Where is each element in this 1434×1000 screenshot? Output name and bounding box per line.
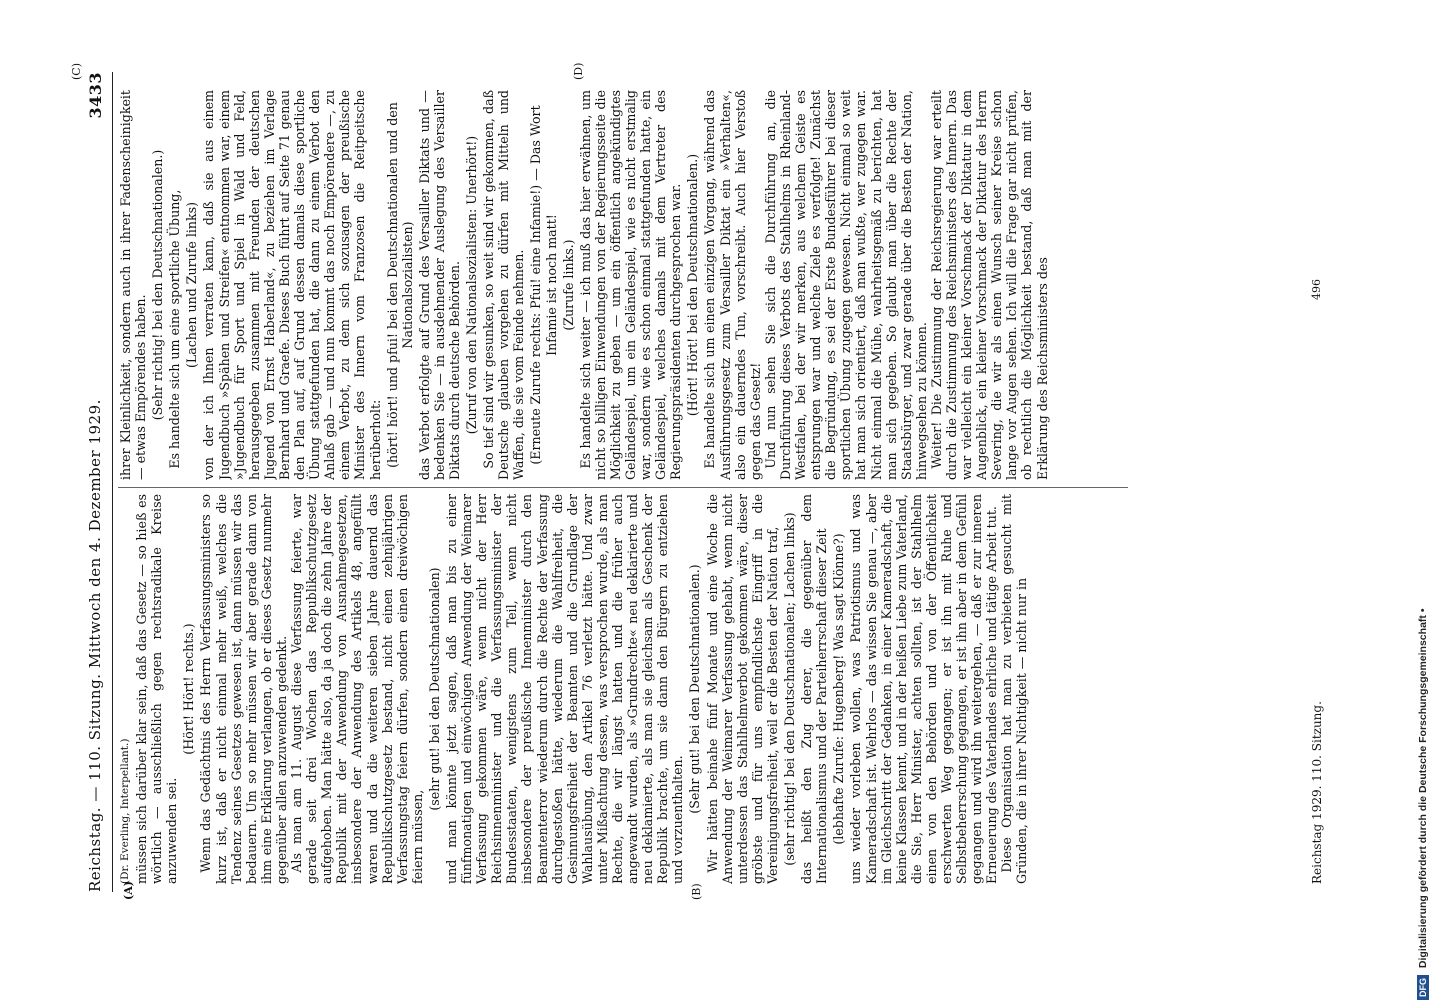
- interjection: (hört! hört! und pfui! bei den Deutschnationalen und den Nationalsozialisten): [384, 102, 415, 468]
- speaker-tag: (Dr. Everling, Interpellant.): [119, 738, 131, 884]
- paragraph: So tief sind wir gesunken, so weit sind wir gekommen, daß Deutsche glauben vorgehen zu dürfen mit Mitteln und Waffen, die sie vom Feinde nehmen.: [481, 90, 527, 480]
- paragraph: müssen sich darüber klar sein, daß das Gesetz — so hieß es wörtlich — ausschließlich gegen rechtsradikale Kreise anzuwenden sei.: [134, 494, 180, 884]
- interjection: (sehr gut! bei den Deutschnationalen): [426, 567, 442, 811]
- paragraph: Und nun sehen Sie sich die Durchführung an, die Durchführung dieses Verbots des Stahlhelms in Rheinland-Westfalen, bei der wir merken, aus welchem Geiste es entsprungen war und welche Ziele es verfolgte! Zunächst die Begründung, es sei der Erste Bundesführer bei dieser sportlichen Übung zugegen gewesen. Nicht einmal so weit hat man sich orientiert, daß man wußte, wer zugegen war. Nicht einmal die Mühe, wahrheitsgemäß zu berichten, hat man sich gegeben. So glaubt man über die Rechte der Staatsbürger, und zwar gerade über die Besten der Nation, hinwegsehen zu können.: [762, 90, 929, 480]
- margin-mark-c: (C): [70, 63, 83, 80]
- paragraph: ihrer Kleinlichkeit, sondern auch in ihrer Fadenscheinigkeit — etwas Empörendes haben.: [118, 90, 149, 480]
- paragraph: und man könnte jetzt sagen, daß man bis zu einer fünfmonatigen und einwöchigen Anwendung der Weimarer Verfassung gekommen wäre, wenn nicht der Herr Reichsinnenminister und die Verfassungsminister der Bundesstaaten, wenigstens zum Teil, wenn nicht insbesondere der preußische Innenminister durch den Beamtenterror wiederum durch die Rechte der Verfassung durchgestoßen hätte, wiederum die Wahlfreiheit, die Gesinnungsfreiheit der Beamten und die Grundlage der Wahlausübung, den Artikel 76 verletzt hätte. Und zwar unter Mißachtung dessen, was versprochen wurde, als man Rechte, die wir längst hatten und die früher auch angewandt wurden, als »Grundrechte« neu deklarierte und neu deklamierte, als man sie gleichsam als Geschenk der Republik brachte, um sie dann den Bürgern zu entziehen und vorzuenthalten.: [443, 494, 686, 884]
- paragraph: das heißt den Zug derer, die gegenüber dem Internationalismus und der Parteiherrschaft dieser Zeit: [799, 494, 830, 884]
- left-text-column: [118, 494, 1298, 884]
- interjection: (Hört! Hört! rechts.): [181, 623, 197, 755]
- interjection: (Erneute Zurufe rechts: Pfui! eine Infamie!) — Das Wort Infamie ist noch matt!: [528, 105, 559, 465]
- paragraph: Wir hätten beinahe fünf Monate und eine Woche die Anwendung der Weimarer Verfassung gehabt, wenn nicht unterdessen das Stahlhelmverbot gekommen wäre, dieser gröbste und für uns empfindlichste Eingriff in die Vereinigungsfreiheit, weil er die Besten der Nation traf,: [704, 494, 780, 884]
- dfg-logo: DFG: [1417, 975, 1429, 1000]
- interjection: (Lachen und Zurufe links): [184, 201, 200, 369]
- interjection: (Hört! Hört! bei den Deutschnationalen.): [685, 153, 701, 417]
- page-footer: Reichstag 1929. 110. Sitzung.: [1310, 701, 1324, 884]
- margin-mark-b: (B): [690, 883, 703, 900]
- paragraph: Es handelte sich um eine sportliche Übung,: [167, 189, 183, 469]
- interjection: (Sehr richtig! bei den Deutschnationalen.): [150, 149, 166, 421]
- column-divider: [118, 487, 1128, 488]
- paragraph: Als man am 11. August diese Verfassung feierte, war gerade seit drei Wochen das Republikschutzgesetz aufgehoben. Man hätte also, da ja doch die zehn Jahre der Republik mit der Anwendung von Ausnahmegesetzen, insbesondere der Anwendung des Artikels 48, angefüllt waren und da die weiteren sieben Jahre dauernd das Republikschutzgesetz bestand, nicht einen zehnjährigen Verfassungstag feiern dürfen, sondern einen dreiwöchigen feiern müssen,: [289, 494, 425, 884]
- margin-mark-d: (D): [572, 62, 585, 80]
- margin-mark-a: (A): [122, 881, 135, 900]
- paragraph: Diese Organisation hat man zu verbieten gesucht mit Gründen, die in ihrer Nichtigkeit — nicht nur in: [999, 494, 1030, 884]
- paragraph: von der ich Ihnen verraten kann, daß sie aus einem Jugendbuch »Spähen und Streifen« entnommen war, einem »Jugendbuch für Sport und Spiel in Wald und Feld, herausgegeben zusammen mit Freunden der deutschen Jugend von Ernst Haberland«, zu beziehen im Verlage Bernhard und Graefe. Dieses Buch führt auf Seite 71 genau den Plan auf, auf Grund dessen damals diese sportliche Übung stattgefunden hat, die dann zu einem Verbot den Anlaß gab — und nun kommt das noch Empörendere —, zu einem Verbot, zu dem sich sozusagen der preußische Minister des Innern vom Franzosen die Reitpeitsche herüberholt:: [201, 90, 383, 480]
- header-title: Reichstag. — 110. Sitzung. Mittwoch den 4. Dezember 1929.: [86, 399, 104, 892]
- interjection: (Zurufe links.): [560, 239, 576, 331]
- dfg-funding-note: [1417, 10, 1434, 1000]
- paragraph: Wenn das Gedächtnis des Herrn Verfassungsministers so kurz ist, daß er nicht einmal mehr weiß, welches die Tendenz seines Gesetzes gewesen ist, dann müssen wir das bedauern. Um so mehr müssen wir aber gerade dann von ihm eine Erklärung verlangen, ob er dieses Gesetz nunmehr gegenüber allen anzuwenden gedenkt.: [198, 494, 289, 884]
- header-page-number: 3433: [86, 72, 105, 119]
- paragraph: Es handelte sich um einen einzigen Vorgang, während das Ausführungsgesetz zum Versailler Diktat ein »Verhalten«, also ein dauerndes Tun, vorschreibt. Auch hier Verstoß gegen das Gesetz!: [702, 90, 763, 480]
- paragraph: das Verbot erfolgte auf Grund des Versailler Diktats und — bedenken Sie — in ausdehnender Auslegung des Versailler Diktats durch deutsche Behörden.: [416, 90, 462, 480]
- interjection: (Zuruf von den Nationalsozialisten: Unerhört!): [464, 135, 480, 435]
- paragraph: uns wieder vorleben wollen, was Patriotismus und was Kameradschaft ist. Wehrlos — das wissen Sie genau —, aber im Gleichschritt der Gedanken, in einer Kameradschaft, die keine Klassen kennt, und in der heißen Liebe zum Vaterland, die Sie, Herr Minister, achten sollten, ist der Stahlhelm einen von den Behörden und von der Öffentlichkeit erschwerten Weg gegangen; er ist ihn mit Ruhe und Selbstbeherrschung gegangen, er ist ihn aber in dem Gefühl gegangen und wird ihn weitergehen, — daß er zur inneren Erneuerung des Vaterlandes ehrliche und tätige Arbeit tut.: [848, 494, 1000, 884]
- interjection: (lebhafte Zurufe: Hugenberg! Was sagt Klönne?): [831, 533, 847, 845]
- paragraph: Es handelte sich weiter — ich muß das hier erwähnen, um nicht so billigen Einwendungen von der Regierungsseite die Möglichkeit zu geben — um ein öffentlich angekündigtes Geländespiel, um ein Geländespiel, wie es nicht erstmalig war, sondern wie es schon einmal stattgefunden hatte, ein Geländespiel, welches damals mit dem Vertreter des Regierungspräsidenten durchgesprochen war.: [577, 90, 684, 480]
- dfg-note-text: Digitalisierung gefördert durch die Deutsche Forschungsgemeinschaft •: [1417, 608, 1429, 969]
- right-text-column: [118, 90, 1298, 480]
- running-header: [86, 72, 113, 892]
- interjection: (sehr richtig! bei den Deutschnationalen; Lachen links): [782, 512, 798, 866]
- archive-page-number: 496: [1310, 279, 1323, 300]
- interjection: (Sehr gut! bei den Deutschnationalen.): [687, 564, 703, 814]
- paragraph: Weiter! Die Zustimmung der Reichsregierung war erteilt durch die Zustimmung des Reichsministers des Innern. Das war vielleicht ein kleiner Vorschmack der Diktatur in dem Augenblick, ein kleiner Vorschmack der Diktatur des Herrn Severing, die wir als einen Wunsch seiner Kreise schon lange vor Augen sehen. Ich will die Frage gar nicht prüfen, ob rechtlich die Möglichkeit bestand, daß man mit der Erklärung des Reichsministers des: [928, 90, 1050, 480]
